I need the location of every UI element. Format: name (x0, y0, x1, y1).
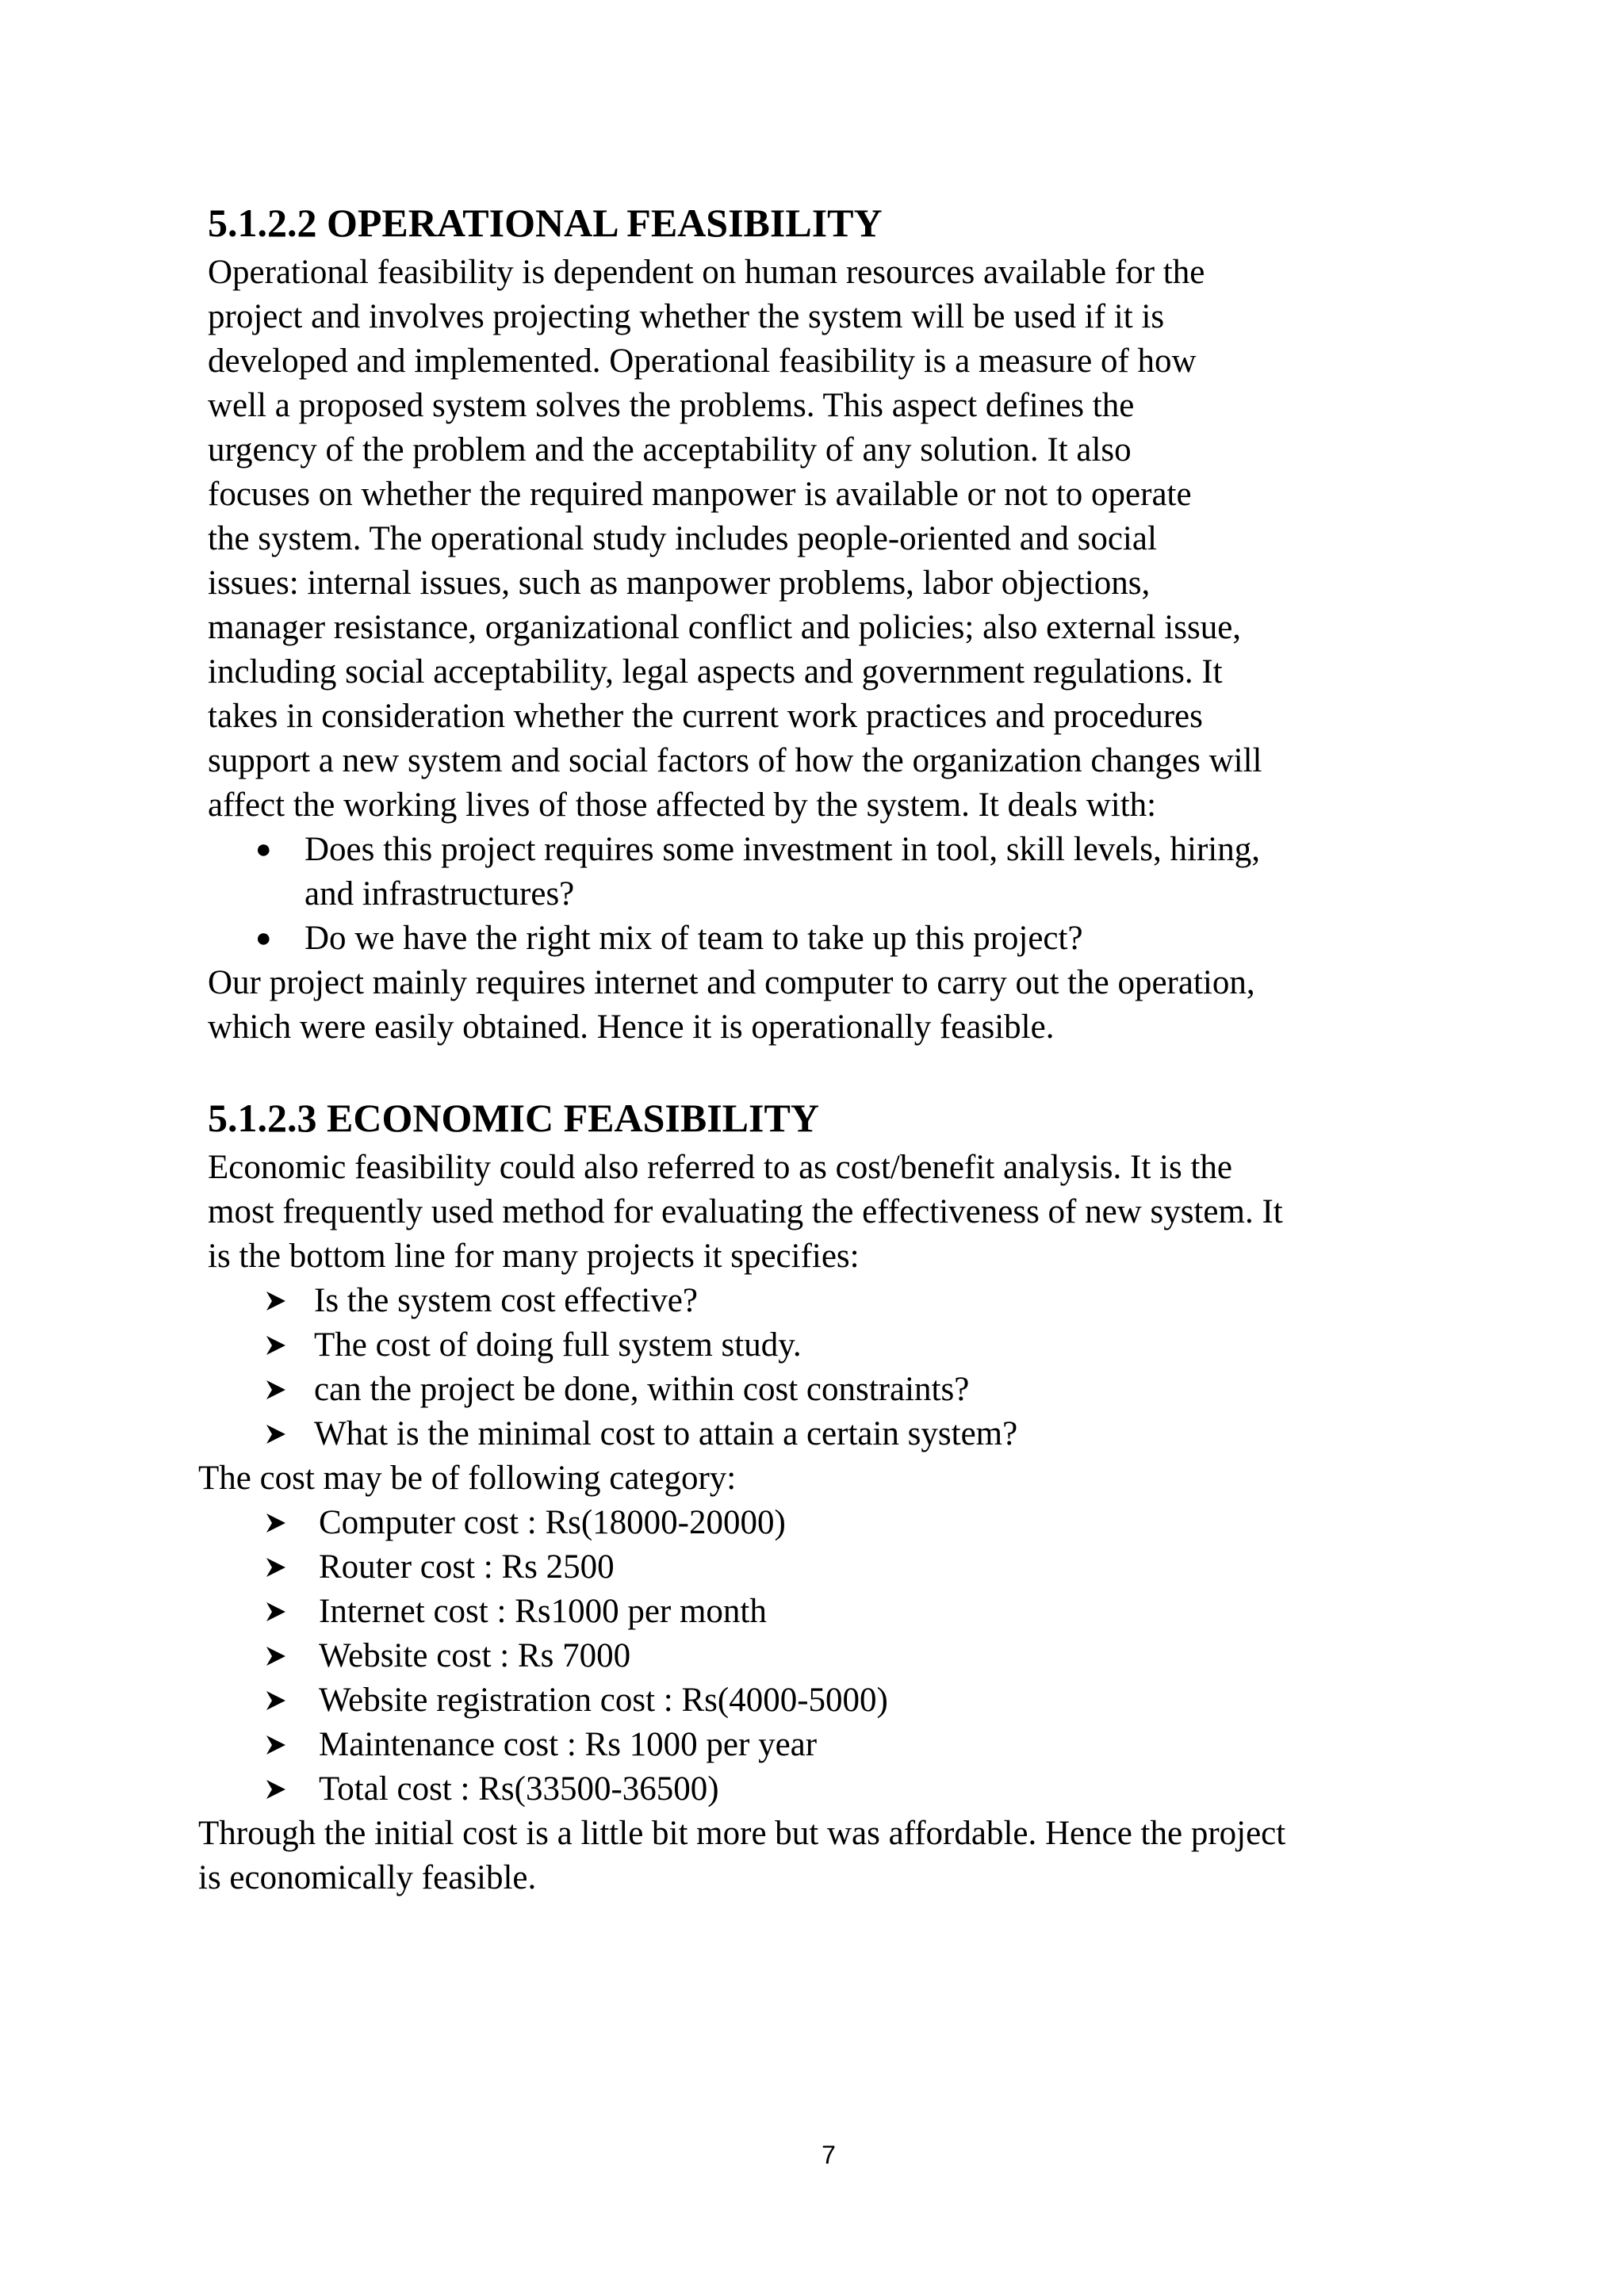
paragraph-line: Through the initial cost is a little bit more but was affordable. Hence the project (198, 1815, 1286, 1852)
arrow-bullet-icon (265, 1290, 287, 1312)
list-item-text: Total cost : Rs(33500-36500) (319, 1770, 719, 1808)
list-item-text: Internet cost : Rs1000 per month (319, 1593, 767, 1630)
list-item (198, 1279, 1451, 1323)
list-item-text: Website registration cost : Rs(4000-5000) (319, 1682, 888, 1719)
list-item-text: Do we have the right mix of team to take up this project? (304, 920, 1083, 957)
list-item (198, 1323, 1451, 1368)
section-paragraph (198, 1146, 1451, 1279)
list-item (208, 828, 1445, 916)
paragraph-line: Our project mainly requires internet and computer to carry out the operation, (208, 964, 1255, 1001)
list-item-text: and infrastructures? (304, 875, 575, 913)
paragraph-line: Economic feasibility could also referred to as cost/benefit analysis. It is the (208, 1149, 1232, 1186)
list-item-text: Is the system cost effective? (314, 1282, 698, 1319)
list-item-text: can the project be done, within cost constraints? (314, 1371, 970, 1408)
list-item (198, 1590, 1451, 1634)
list-item (208, 916, 1445, 961)
paragraph-line: which were easily obtained. Hence it is operationally feasible. (208, 1008, 1055, 1046)
list-item (198, 1412, 1451, 1456)
question-list (198, 1279, 1451, 1456)
list-item-text: Maintenance cost : Rs 1000 per year (319, 1726, 818, 1763)
list-item-text: Computer cost : Rs(18000-20000) (319, 1504, 786, 1541)
paragraph-line: is economically feasible. (198, 1859, 537, 1896)
paragraph-line: project and involves projecting whether the system will be used if it is (208, 298, 1165, 335)
conclusion-paragraph (198, 1812, 1451, 1900)
bullet-icon: ● (255, 924, 272, 953)
cost-list (198, 1501, 1451, 1812)
paragraph-line: including social acceptability, legal aspects and government regulations. It (208, 653, 1223, 691)
arrow-bullet-icon (265, 1334, 287, 1357)
list-item-text: Website cost : Rs 7000 (319, 1637, 631, 1674)
section-paragraph (208, 251, 1445, 828)
paragraph-line: most frequently used method for evaluating the effectiveness of new system. It (208, 1193, 1283, 1230)
paragraph-line: manager resistance, organizational conflict and policies; also external issue, (208, 609, 1242, 646)
paragraph-line: support a new system and social factors of how the organization changes will (208, 742, 1262, 779)
paragraph-line: affect the working lives of those affected by the system. It deals with: (208, 786, 1157, 824)
paragraph-line: takes in consideration whether the current work practices and procedures (208, 698, 1203, 735)
arrow-bullet-icon (265, 1689, 287, 1712)
economic-feasibility-section (198, 1090, 1451, 1900)
list-item (198, 1678, 1451, 1723)
arrow-bullet-icon (265, 1734, 287, 1756)
paragraph-line: the system. The operational study includes people-oriented and social (208, 520, 1157, 557)
arrow-bullet-icon (265, 1645, 287, 1667)
list-item (198, 1368, 1451, 1412)
section-heading: 5.1.2.3 ECONOMIC FEASIBILITY (208, 1096, 819, 1140)
bullet-icon: ● (255, 835, 272, 864)
bullet-list (208, 828, 1445, 961)
paragraph-line: urgency of the problem and the acceptability of any solution. It also (208, 431, 1132, 469)
paragraph-line: issues: internal issues, such as manpower problems, labor objections, (208, 564, 1151, 602)
list-item (198, 1767, 1451, 1812)
operational-feasibility-section (208, 195, 1445, 1050)
paragraph-line: developed and implemented. Operational feasibility is a measure of how (208, 342, 1197, 380)
list-item-text: The cost of doing full system study. (314, 1326, 802, 1364)
paragraph-line: well a proposed system solves the problems. This aspect defines the (208, 387, 1135, 424)
arrow-bullet-icon (265, 1512, 287, 1534)
section-heading: 5.1.2.2 OPERATIONAL FEASIBILITY (208, 201, 883, 245)
paragraph-line: focuses on whether the required manpower is available or not to operate (208, 476, 1192, 513)
conclusion-paragraph (208, 961, 1445, 1050)
arrow-bullet-icon (265, 1379, 287, 1401)
arrow-bullet-icon (265, 1423, 287, 1445)
arrow-bullet-icon (265, 1556, 287, 1578)
page-number: 7 (822, 2141, 836, 2169)
list-item (198, 1723, 1451, 1767)
paragraph-line: is the bottom line for many projects it specifies: (208, 1238, 860, 1275)
list-item (198, 1634, 1451, 1678)
list-item-text: Does this project requires some investment in tool, skill levels, hiring, (304, 831, 1261, 868)
arrow-bullet-icon (265, 1778, 287, 1800)
category-intro: The cost may be of following category: (198, 1460, 737, 1497)
list-item (198, 1501, 1451, 1545)
arrow-bullet-icon (265, 1601, 287, 1623)
list-item-text: What is the minimal cost to attain a certain system? (314, 1415, 1018, 1452)
list-item (198, 1545, 1451, 1590)
paragraph-line: Operational feasibility is dependent on human resources available for the (208, 254, 1205, 291)
list-item-text: Router cost : Rs 2500 (319, 1548, 615, 1586)
